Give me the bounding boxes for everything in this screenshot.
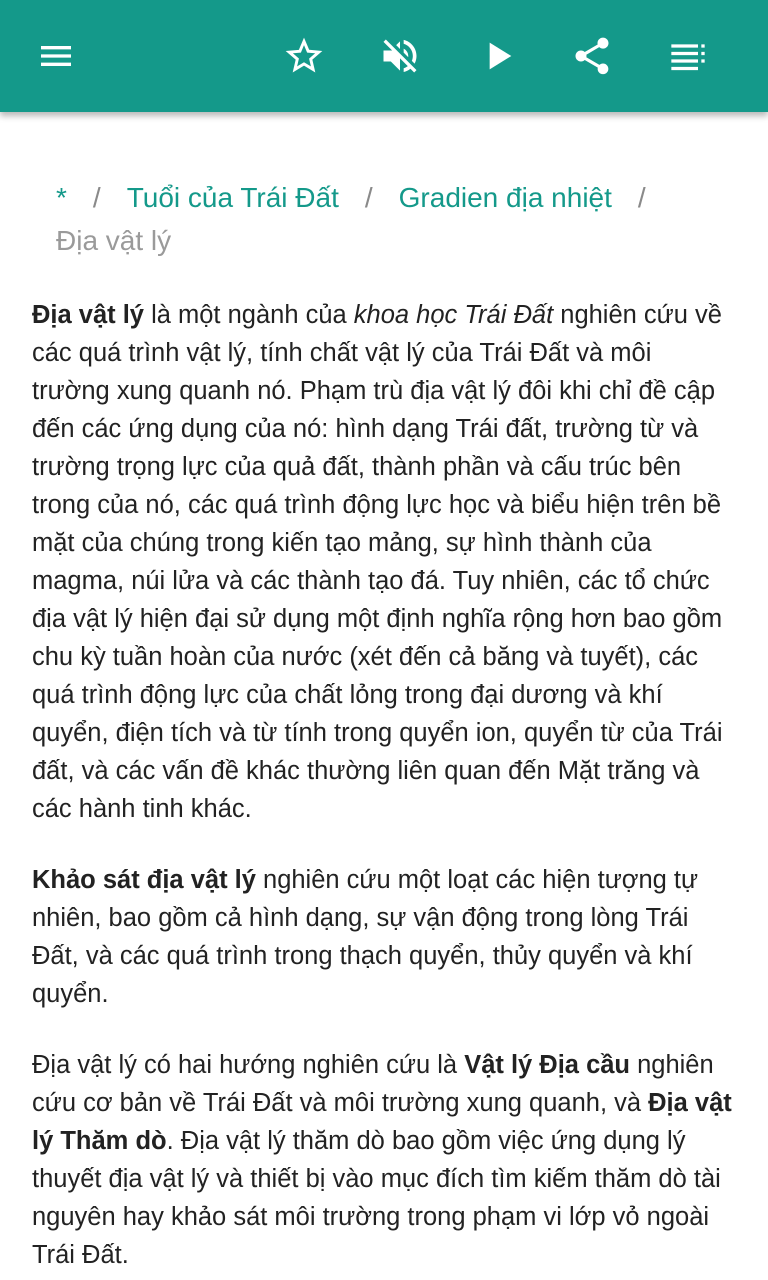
article-body [32, 296, 736, 1280]
text-span: . Địa vật lý thăm dò bao gồm việc ứng dụng lý thuyết địa vật lý và thiết bị vào mục đích tìm kiếm thăm dò tài nguyên hay khảo sát môi trường trong phạm vi lớp vỏ ngoài Trái Đất. [32, 1127, 721, 1269]
breadcrumb-geothermal-gradient[interactable]: Gradien địa nhiệt [398, 182, 612, 213]
volume-off-icon [378, 34, 422, 78]
play-icon [478, 36, 518, 76]
breadcrumb-separator: / [92, 182, 101, 213]
breadcrumb-earth-age[interactable]: Tuổi của Trái Đất [126, 182, 339, 213]
text-span: nghiên cứu một loạt các hiện tượng tự nhiên, bao gồm cả hình dạng, sự vận động trong lòng Trái Đất, và các quá trình trong thạch quyển, thủy quyển và khí quyển. [32, 866, 699, 1008]
menu-button[interactable] [26, 26, 86, 86]
breadcrumb [56, 176, 736, 262]
breadcrumb-current: Địa vật lý [56, 225, 172, 256]
favorite-button[interactable] [274, 26, 334, 86]
breadcrumb-home[interactable]: * [56, 182, 67, 213]
breadcrumb-separator: / [637, 182, 646, 213]
menu-icon [36, 36, 76, 76]
article-paragraph-1 [32, 296, 736, 828]
play-button[interactable] [468, 26, 528, 86]
breadcrumb-separator: / [364, 182, 373, 213]
article-paragraph-3 [32, 1046, 736, 1274]
text-span: nghiên cứu về các quá trình vật lý, tính chất vật lý của Trái Đất và môi trường xung quanh nó. Phạm trù địa vật lý đôi khi chỉ đề cập đến các ứng dụng của nó: hình dạng Trái đất, trường từ và trường trọng lực của quả đất, thành phần và cấu trúc bên trong của nó, các quá trình động lực học và biểu hiện trên bề mặt của chúng trong kiến tạo mảng, sự hình thành của magma, núi lửa và các thành tạo đá. Tuy nhiên, các tổ chức địa vật lý hiện đại sử dụng một định nghĩa rộng hơn bao gồm chu kỳ tuần hoàn của nước (xét đến cả băng và tuyết), các quá trình động lực của chất lỏng trong đại dương và khí quyển, điện tích và từ tính trong quyển ion, quyển từ của Trái đất, và các vấn đề khác thường liên quan đến Mặt trăng và các hành tinh khác. [32, 301, 723, 823]
app-toolbar [0, 0, 768, 112]
share-button[interactable] [562, 26, 622, 86]
earth-science-term: khoa học Trái Đất [353, 301, 554, 329]
share-icon [570, 34, 614, 78]
term-geophysics: Địa vật lý [32, 301, 144, 329]
content-area [0, 112, 768, 1280]
text-span: Địa vật lý có hai hướng nghiên cứu là [32, 1051, 465, 1079]
playlist-icon [668, 36, 708, 76]
mute-button[interactable] [370, 26, 430, 86]
term-exploration-geophysics: Địa vật lý Thăm dò [32, 1089, 732, 1155]
term-geophysical-survey: Khảo sát địa vật lý [32, 866, 256, 894]
star-icon [282, 34, 326, 78]
term-global-physics: Vật lý Địa cầu [464, 1051, 631, 1079]
text-span: là một ngành của [143, 301, 354, 329]
text-span: nghiên cứu cơ bản về Trái Đất và môi trường xung quanh, và [32, 1051, 714, 1117]
playlist-button[interactable] [658, 26, 718, 86]
article-paragraph-2 [32, 861, 736, 1013]
